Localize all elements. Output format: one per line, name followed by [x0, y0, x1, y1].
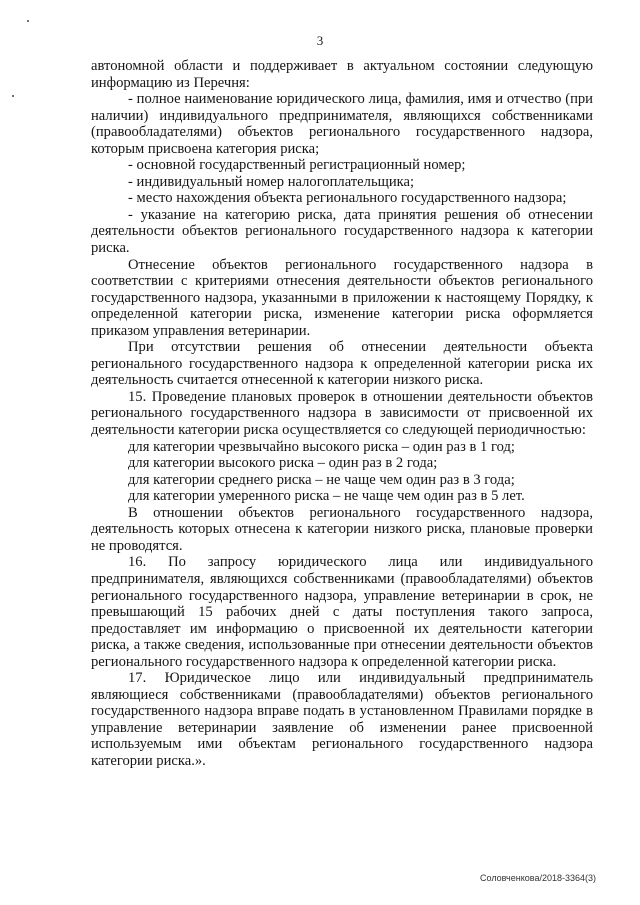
document-body: [91, 58, 593, 770]
list-item: - индивидуальный номер налогоплательщика;: [128, 173, 415, 190]
intro-paragraph: автономной области и поддерживает в актуальном состоянии следующую информацию из Перечня:: [91, 58, 593, 91]
list-item: - место нахождения объекта регионального государственного надзора;: [128, 190, 567, 207]
page-number: 3: [316, 33, 324, 48]
schedule-item: для категории высокого риска – один раз в 2 года;: [128, 455, 438, 472]
paragraph: В отношении объектов регионального государственного надзора, деятельность которых отнесена к категории низкого риска, плановые проверки не проводятся.: [91, 504, 593, 554]
schedule-item: для категории умеренного риска – не чаще чем один раз в 5 лет.: [128, 488, 525, 505]
list-item: - полное наименование юридического лица, фамилия, имя и отчество (при наличии) индивидуального предпринимателя, являющихся собственниками (правообладателями) объектов регионального государственного надзора, которым присвоена категория риска;: [91, 91, 593, 157]
scan-speck: [27, 20, 29, 22]
paragraph-item-15: 15. Проведение плановых проверок в отношении деятельности объектов регионального государственного надзора в зависимости от присвоенной их деятельности категории риска осуществляется со следующей периодичностью:: [91, 388, 593, 439]
paragraph: При отсутствии решения об отнесении деятельности объекта регионального государственного надзора к определенной категории риска их деятельность считается отнесенной к категории низкого риска.: [91, 339, 593, 389]
list-item: - указание на категорию риска, дата принятия решения об отнесении деятельности объектов регионального государственного надзора к категории риска.: [91, 206, 593, 257]
list-item: - основной государственный регистрационный номер;: [128, 157, 466, 174]
document-code: Соловченкова/2018-3364(3): [480, 873, 596, 883]
paragraph: Отнесение объектов регионального государственного надзора в соответствии с критериями отнесения деятельности объектов регионального государственного надзора, указанными в приложении к настоящему Порядку, к определенной категории риска, изменение категории риска оформляется приказом управления ветеринарии.: [91, 256, 593, 339]
paragraph-item-16: 16. По запросу юридического лица или индивидуального предпринимателя, являющихся собственниками (правообладателями) объектов регионального государственного надзора, управление ветеринарии в срок, не превышающий 15 рабочих дней с даты поступления такого запроса, предоставляет им информацию о присвоенной их деятельности категории риска, а также сведения, использованные при отнесении деятельности объектов регионального государственного надзора к определенной категории риска.: [91, 554, 593, 670]
schedule-item: для категории чрезвычайно высокого риска – один раз в 1 год;: [128, 438, 515, 455]
schedule-item: для категории среднего риска – не чаще чем один раз в 3 года;: [128, 471, 515, 488]
scan-speck: [12, 95, 14, 97]
paragraph-item-17: 17. Юридическое лицо или индивидуальный предприниматель являющиеся собственниками (правообладателями) объектов регионального государственного надзора вправе подать в установленном Правилами порядке в управление ветеринарии заявление об изменении ранее присвоенной используемым ими объектам регионального государственного надзора категории риска.».: [91, 670, 593, 769]
